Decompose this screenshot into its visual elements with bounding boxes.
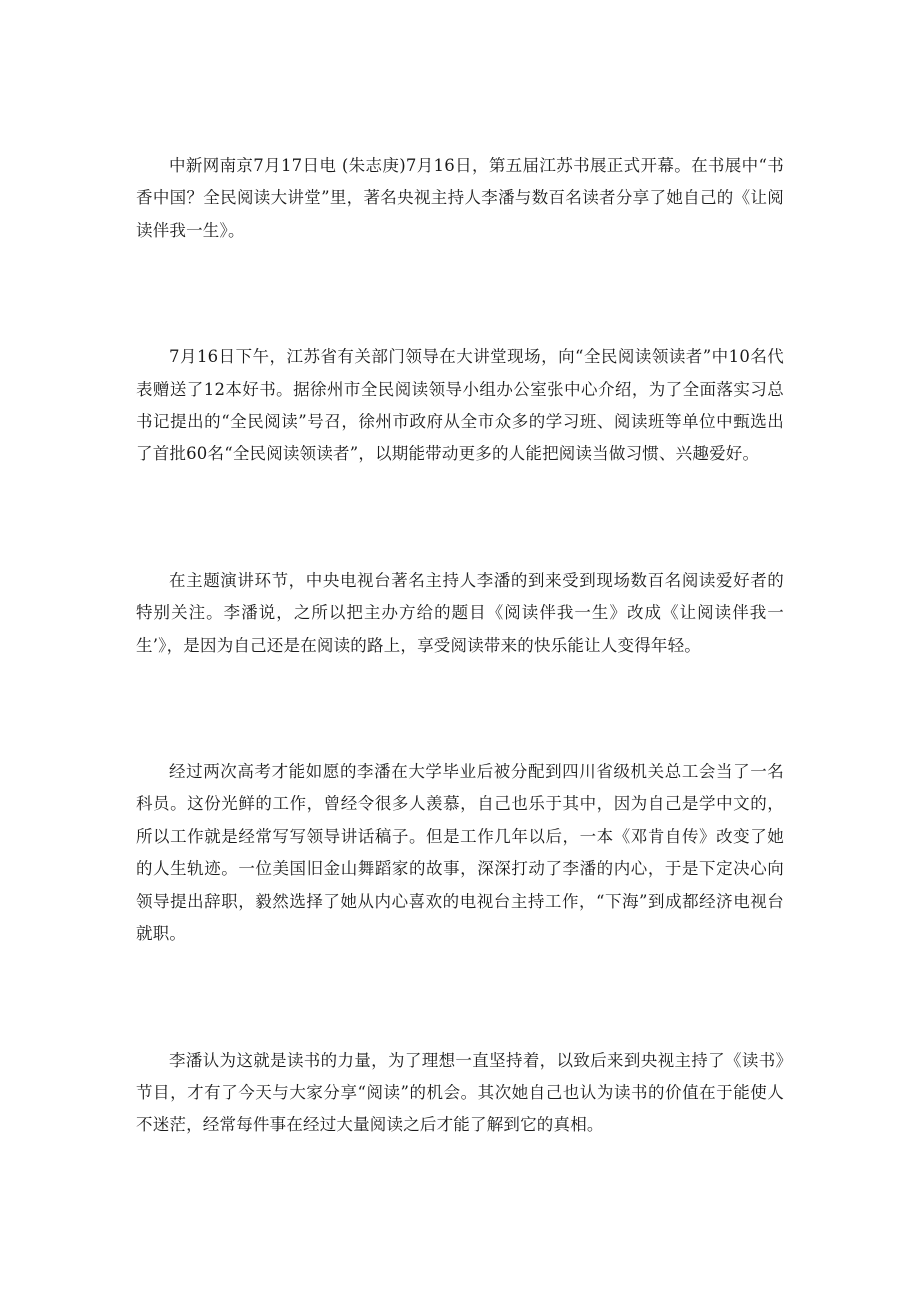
paragraph-3: 在主题演讲环节，中央电视台著名主持人李潘的到来受到现场数百名阅读爱好者的特别关注。李潘说，之所以把主办方给的题目《阅读伴我一生》改成《让阅读伴我一生’》，是因为自己还是在阅读的路上，享受阅读带来的快乐能让人变得年轻。 (136, 570, 784, 655)
paragraph-5: 李潘认为这就是读书的力量，为了理想一直坚持着，以致后来到央视主持了《读书》节目，才有了今天与大家分享“阅读”的机会。其次她自己也认为读书的价值在于能使人不迷茫，经常每件事在经过大量阅读之后才能了解到它的真相。 (136, 1050, 784, 1135)
paragraph-2: 7月16日下午，江苏省有关部门领导在大讲堂现场，向“全民阅读领读者”中10名代表赠送了12本好书。据徐州市全民阅读领导小组办公室张中心介绍，为了全面落实习总书记提出的“全民阅读”号召，徐州市政府从全市众多的学习班、阅读班等单位中甄选出了首批60名“全民阅读领读者”，以期能带动更多的人能把阅读当做习惯、兴趣爱好。 (136, 347, 784, 464)
paragraph-1: 中新网南京7月17日电 (朱志庚)7月16日，第五届江苏书展正式开幕。在书展中“书香中国？全民阅读大讲堂”里，著名央视主持人李潘与数百名读者分享了她自己的《让阅读伴我一生》。 (136, 156, 784, 240)
paragraph-4: 经过两次高考才能如愿的李潘在大学毕业后被分配到四川省级机关总工会当了一名科员。这份光鲜的工作，曾经令很多人羡慕，自己也乐于其中，因为自己是学中文的，所以工作就是经常写写领导讲话稿子。但是工作几年以后，一本《邓肯自传》改变了她的人生轨迹。一位美国旧金山舞蹈家的故事，深深打动了李潘的内心，于是下定决心向领导提出辞职，毅然选择了她从内心喜欢的电视台主持工作，“下海”到成都经济电视台就职。 (136, 762, 784, 944)
article-body (136, 150, 784, 1236)
